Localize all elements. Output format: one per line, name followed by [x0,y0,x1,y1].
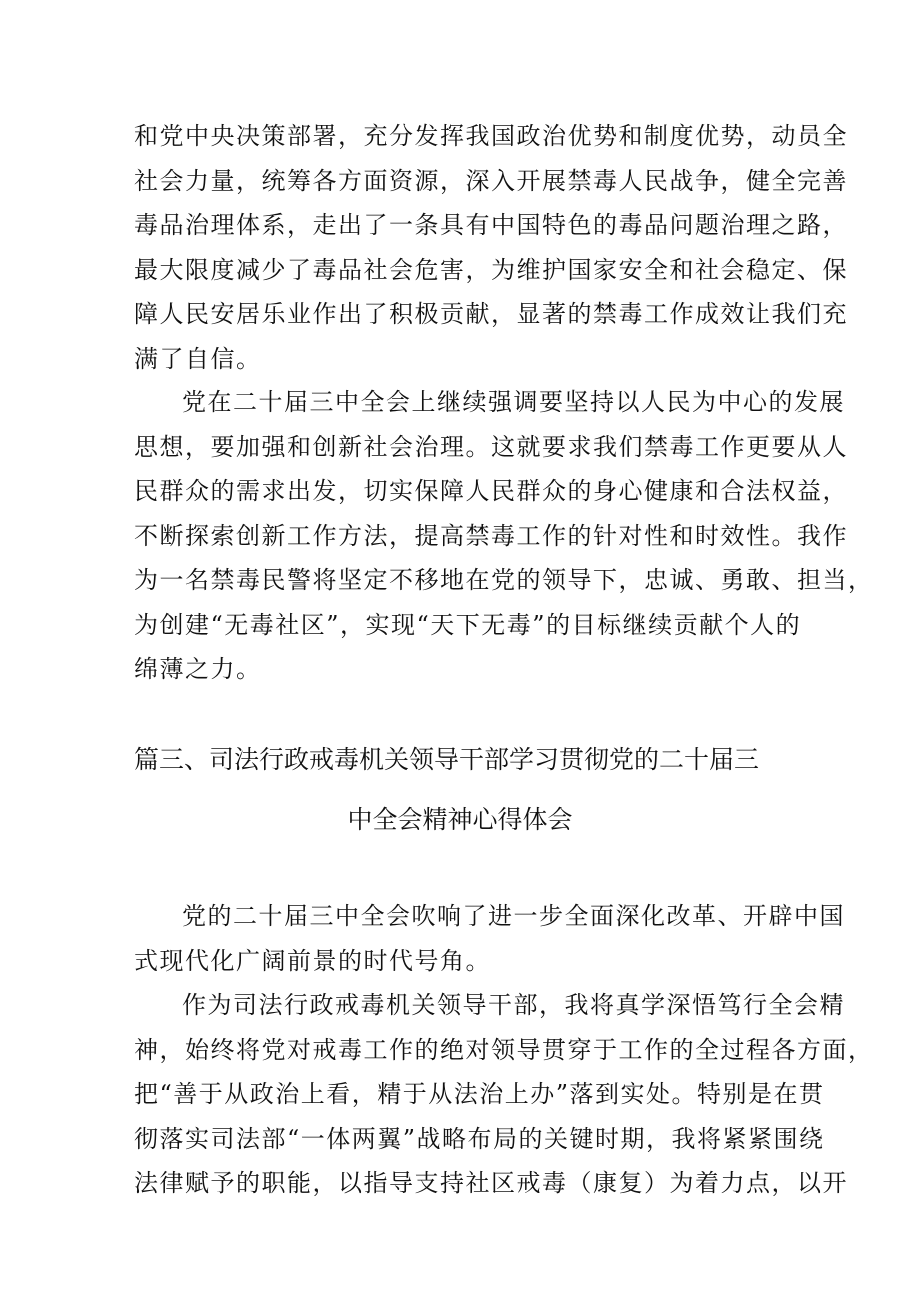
paragraph-4-line: 把“善于从政治上看，精于从法治上办”落到实处。特别是在贯 [134,1080,825,1108]
paragraph-4-line: 彻落实司法部“一体两翼”战略布局的关键时期，我将紧紧围绕 [134,1124,825,1153]
paragraph-1 [134,114,848,381]
section-heading-line-2: 中全会精神心得体会 [347,805,573,834]
paragraph-2-line: 党在二十届三中全会上继续强调要坚持以人民为中心的发展 [182,388,845,416]
paragraph-4 [134,983,874,1206]
paragraph-1-line: 毒品治理体系，走出了一条具有中国特色的毒品问题治理之路， [134,211,848,239]
paragraph-2-line: 绵薄之力。 [134,655,262,683]
paragraph-3-line: 党的二十届三中全会吹响了进一步全面深化改革、开辟中国 [182,902,845,930]
paragraph-2-line: 不断探索创新工作方法，提高禁毒工作的针对性和时效性。我作 [134,521,848,550]
paragraph-3-line: 式现代化广阔前景的时代号角。 [134,946,491,975]
paragraph-4-line: 法律赋予的职能，以指导支持社区戒毒（康复）为着力点，以开 [134,1169,848,1197]
paragraph-2-line: 为一名禁毒民警将坚定不移地在党的领导下，忠诚、勇敢、担当， [134,566,874,594]
section-heading-line-1: 篇三、司法行政戒毒机关领导干部学习贯彻党的二十届三 [134,745,760,774]
paragraph-4-line: 神，始终将党对戒毒工作的绝对领导贯穿于工作的全过程各方面， [134,1035,874,1064]
paragraph-4-line: 作为司法行政戒毒机关领导干部，我将真学深悟笃行全会精 [182,991,845,1019]
paragraph-1-line: 社会力量，统筹各方面资源，深入开展禁毒人民战争，健全完善 [134,166,848,195]
paragraph-1-line: 最大限度减少了毒品社会危害，为维护国家安全和社会稳定、保 [134,255,848,284]
paragraph-1-line: 和党中央决策部署，充分发挥我国政治优势和制度优势，动员全 [134,122,848,150]
paragraph-3 [134,894,845,983]
paragraph-2-line: 思想，要加强和创新社会治理。这就要求我们禁毒工作更要从人 [134,432,848,461]
paragraph-1-line: 障人民安居乐业作出了积极贡献，显著的禁毒工作成效让我们充 [134,300,848,328]
paragraph-2-line: 民群众的需求出发，切实保障人民群众的身心健康和合法权益， [134,477,848,505]
paragraph-2-line: 为创建“无毒社区”，实现“天下无毒”的目标继续贡献个人的 [134,610,802,639]
paragraph-2 [134,380,874,692]
paragraph-1-line: 满了自信。 [134,344,262,373]
